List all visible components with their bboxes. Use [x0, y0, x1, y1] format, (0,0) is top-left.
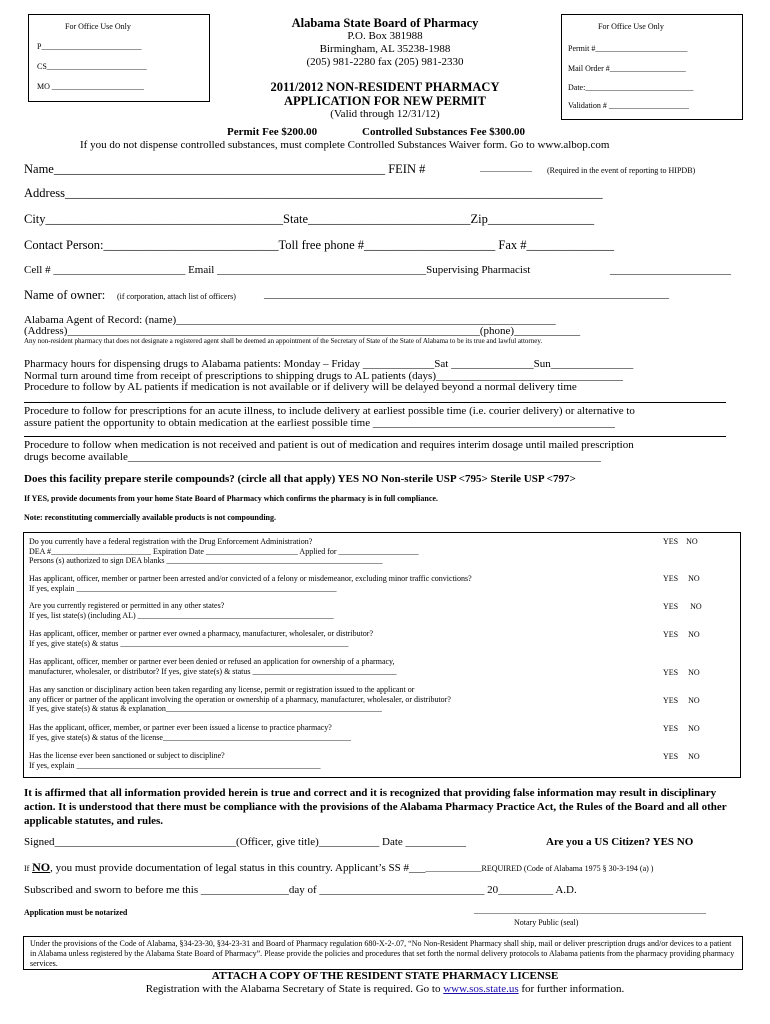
office-cs-field[interactable]: CS_________________________	[37, 62, 147, 71]
question-line: Has applicant, officer, member or partner been arrested and/or convicted of a felony or misdemeanor, excluding minor traffic convictions?	[29, 574, 472, 583]
board-city: Birmingham, AL 35238-1988	[319, 43, 451, 55]
provisions-box	[23, 936, 743, 970]
us-citizen-question[interactable]: Are you a US Citizen? YES NO	[546, 836, 694, 848]
signed-field[interactable]: Signed_________________________________(Officer, give title)___________ Date ___________	[24, 836, 467, 848]
permit-fee: Permit Fee $200.00	[227, 126, 318, 138]
question-line: Has applicant, officer, member or partner ever been denied or refused an application for ownership of a pharmacy,	[29, 657, 395, 666]
question-line: Has the license ever been sanctioned or subject to discipline?	[29, 751, 225, 760]
turnaround-field[interactable]: Normal turn around time from receipt of prescriptions to shipping drugs to AL patients (days)__________________________________	[24, 370, 624, 382]
notary-signature-line[interactable]: __________________________________________________________	[474, 906, 706, 915]
procedure-unavailable: Procedure to follow by AL patients if medication is not available or if delivery will be delayed beyond a normal delivery time	[24, 381, 577, 393]
fein-field[interactable]: _____________	[480, 164, 532, 173]
question-line[interactable]: If yes, give state(s) & status & explanation______________________________________________________	[29, 704, 382, 713]
waiver-note: If you do not dispense controlled substances, must complete Controlled Substances Waiver form. Go to www.albop.com	[80, 139, 610, 151]
ss-field[interactable]: ______________	[425, 864, 482, 873]
required-note: REQUIRED (Code of Alabama 1975 § 30-3-194 (a) )	[481, 864, 654, 873]
question-line[interactable]: any officer or partner of the applicant involving the operation or ownership of a pharmacy, manufacturer, wholesaler, or distributor?	[29, 694, 451, 704]
procedure-unavailable-line[interactable]	[24, 402, 726, 403]
question-line: Has any sanction or disciplinary action been taken regarding any license, permit or registration issued to the applicant or	[29, 685, 415, 694]
contact-field[interactable]: Contact Person:____________________________Toll free phone #_____________________ Fax #______________	[24, 238, 615, 252]
attach-license-note: ATTACH A COPY OF THE RESIDENT STATE PHARMACY LICENSE	[211, 970, 559, 982]
registration-text-end: for further information.	[521, 983, 625, 995]
hours-field[interactable]: Pharmacy hours for dispensing drugs to Alabama patients: Monday – Friday _____________Sat _______________Sun_______________	[24, 358, 634, 370]
office-use-title: For Office Use Only	[598, 22, 664, 31]
registration-text: Registration with the Alabama Secretary of State is required. Go to	[145, 983, 441, 995]
yes-no-answer[interactable]: YES NO	[663, 630, 700, 639]
office-use-title: For Office Use Only	[65, 22, 131, 31]
board-phone: (205) 981-2280 fax (205) 981-2330	[306, 56, 464, 68]
procedure-notreceived-2[interactable]: drugs become available______________________________________________________________________________________	[24, 451, 601, 463]
fein-note: (Required in the event of reporting to HIPDB)	[547, 166, 696, 175]
yes-no-answer[interactable]: YES NO	[663, 696, 700, 705]
office-date-field[interactable]: Date:___________________________	[568, 83, 694, 92]
legal-status-text: , you must provide documentation of legal status in this country. Applicant’s SS #___	[50, 862, 426, 874]
address-field[interactable]: Address______________________________________________________________________________________	[24, 186, 603, 200]
owner-label: Name of owner:	[24, 288, 106, 302]
question-line[interactable]: DEA #_________________________ Expiration Date _______________________ Applied for ____________________	[29, 546, 419, 556]
question-line: Has the applicant, officer, member, or partner ever been issued a license to practice pharmacy?	[29, 723, 332, 732]
office-p-field[interactable]: P_________________________	[37, 42, 142, 51]
question-line[interactable]: If yes, explain _____________________________________________________________	[29, 760, 321, 770]
notary-label: Notary Public (seal)	[514, 918, 579, 927]
cell-email-field[interactable]: Cell # ________________________ Email ______________________________________Supervising Pharmacist	[24, 264, 531, 276]
office-mailorder-field[interactable]: Mail Order #___________________	[568, 64, 686, 73]
yes-no-answer[interactable]: YES NO	[663, 574, 700, 583]
supervising-pharmacist-field[interactable]: ______________________	[610, 264, 731, 276]
header-block	[230, 16, 540, 121]
question-line[interactable]: manufacturer, wholesaler, or distributor? If yes, give state(s) & status ____________________________________	[29, 666, 397, 676]
question-line[interactable]: If yes, give state(s) & status _________________________________________________________	[29, 638, 349, 648]
yes-no-answer[interactable]: YES NO	[663, 602, 702, 611]
procedure-notreceived-1: Procedure to follow when medication is not received and patient is out of medication and requires interim dosage until mailed prescription	[24, 439, 634, 451]
sterile-note: Note: reconstituting commercially available products is not compounding.	[24, 513, 276, 522]
question-line[interactable]: If yes, explain _________________________________________________________________	[29, 583, 337, 593]
question-line[interactable]: If yes, list state(s) (including AL) _________________________________________________	[29, 610, 334, 620]
office-use-box-left	[28, 14, 210, 102]
office-mo-field[interactable]: MO _______________________	[37, 82, 144, 91]
procedure-acute-2[interactable]: assure patient the opportunity to obtain medication at the earliest possible time ____________________________________________	[24, 417, 615, 429]
question-line: Has applicant, officer, member or partner ever owned a pharmacy, manufacturer, wholesaler, or distributor?	[29, 629, 374, 638]
owner-field[interactable]: _________________________________________________________________________________	[264, 289, 669, 300]
registration-note	[0, 983, 770, 995]
cs-fee: Controlled Substances Fee $300.00	[362, 126, 525, 138]
no-word: NO	[32, 860, 51, 874]
office-use-box-right	[561, 14, 743, 120]
board-name: Alabama State Board of Pharmacy	[291, 16, 479, 30]
question-line: Do you currently have a federal registration with the Drug Enforcement Administration?	[29, 537, 313, 546]
sos-link[interactable]: www.sos.state.us	[443, 983, 519, 995]
agent-name-field[interactable]: Alabama Agent of Record: (name)_____________________________________________________________________	[24, 314, 556, 326]
yes-no-answer[interactable]: YES NO	[663, 752, 700, 761]
owner-note: (if corporation, attach list of officers)	[117, 292, 236, 301]
affirmation-text: It is affirmed that all information provided herein is true and correct and it is recognized that providing false information may result in disciplinary action. It is understood that there must be compliance with the provisions of the Alabama Pharmacy Practice Act, the Rules of the Board and all other applicable statutes, and rules.	[24, 787, 727, 827]
procedure-acute-line[interactable]	[24, 436, 726, 437]
sterile-question: Does this facility prepare sterile compounds? (circle all that apply) YES NO Non-sterile USP <795> Sterile USP <797>	[24, 473, 576, 485]
form-title-1: 2011/2012 NON-RESIDENT PHARMACY	[270, 80, 500, 94]
office-validation-field[interactable]: Validation # ____________________	[568, 101, 689, 110]
yes-no-answer[interactable]: YES NO	[663, 724, 700, 733]
board-po: P.O. Box 381988	[347, 30, 423, 42]
form-valid: (Valid through 12/31/12)	[330, 108, 440, 120]
city-state-zip-field[interactable]: City______________________________________State__________________________Zip_________________	[24, 212, 595, 226]
question-line: Are you currently registered or permitted in any other states?	[29, 601, 225, 610]
agent-note: Any non-resident pharmacy that does not designate a registered agent shall be deemed an appointment of the Secretary of State of the State of Alabama to be its true and lawful attorney.	[24, 337, 543, 345]
yes-no-answer[interactable]: YES NO	[663, 537, 698, 546]
sworn-field[interactable]: Subscribed and sworn to before me this ________________day of ______________________________ 20__________ A.D.	[24, 884, 577, 896]
office-permit-field[interactable]: Permit #_______________________	[568, 44, 688, 53]
name-field[interactable]: Name_____________________________________________________ FEIN #	[24, 162, 426, 176]
notarized-note: Application must be notarized	[24, 908, 128, 917]
if-label: If	[24, 864, 30, 873]
sterile-yes-note: If YES, provide documents from your home State Board of Pharmacy which confirms the pharmacy is in full compliance.	[24, 494, 438, 503]
question-line[interactable]: If yes, give state(s) & status of the license_______________________________________________	[29, 732, 351, 742]
question-line[interactable]: Persons (s) authorized to sign DEA blanks ______________________________________________________	[29, 556, 383, 565]
procedure-acute-1: Procedure to follow for prescriptions for an acute illness, to include delivery at earliest possible time (i.e. courier delivery) or alternative to	[24, 405, 635, 417]
yes-no-answer[interactable]: YES NO	[663, 668, 700, 677]
provisions-text: Under the provisions of the Code of Alabama, §34-23-30, §34-23-31 and Board of Pharmacy regulation 680-X-2-.07, “No Non-Resident Pharmacy shall ship, mail or deliver prescription drugs and/or devices to a patient in Alabama unless registered by the Alabama State Board of Pharmacy”. Please provide the policies and procedures that set forth the normal delivery protocols to Alabama patients from the pharmacy providing pharmacy services.	[30, 939, 735, 968]
form-title-2: APPLICATION FOR NEW PERMIT	[284, 94, 486, 108]
agent-address-field[interactable]: (Address)___________________________________________________________________________(phone)____________	[24, 325, 581, 337]
